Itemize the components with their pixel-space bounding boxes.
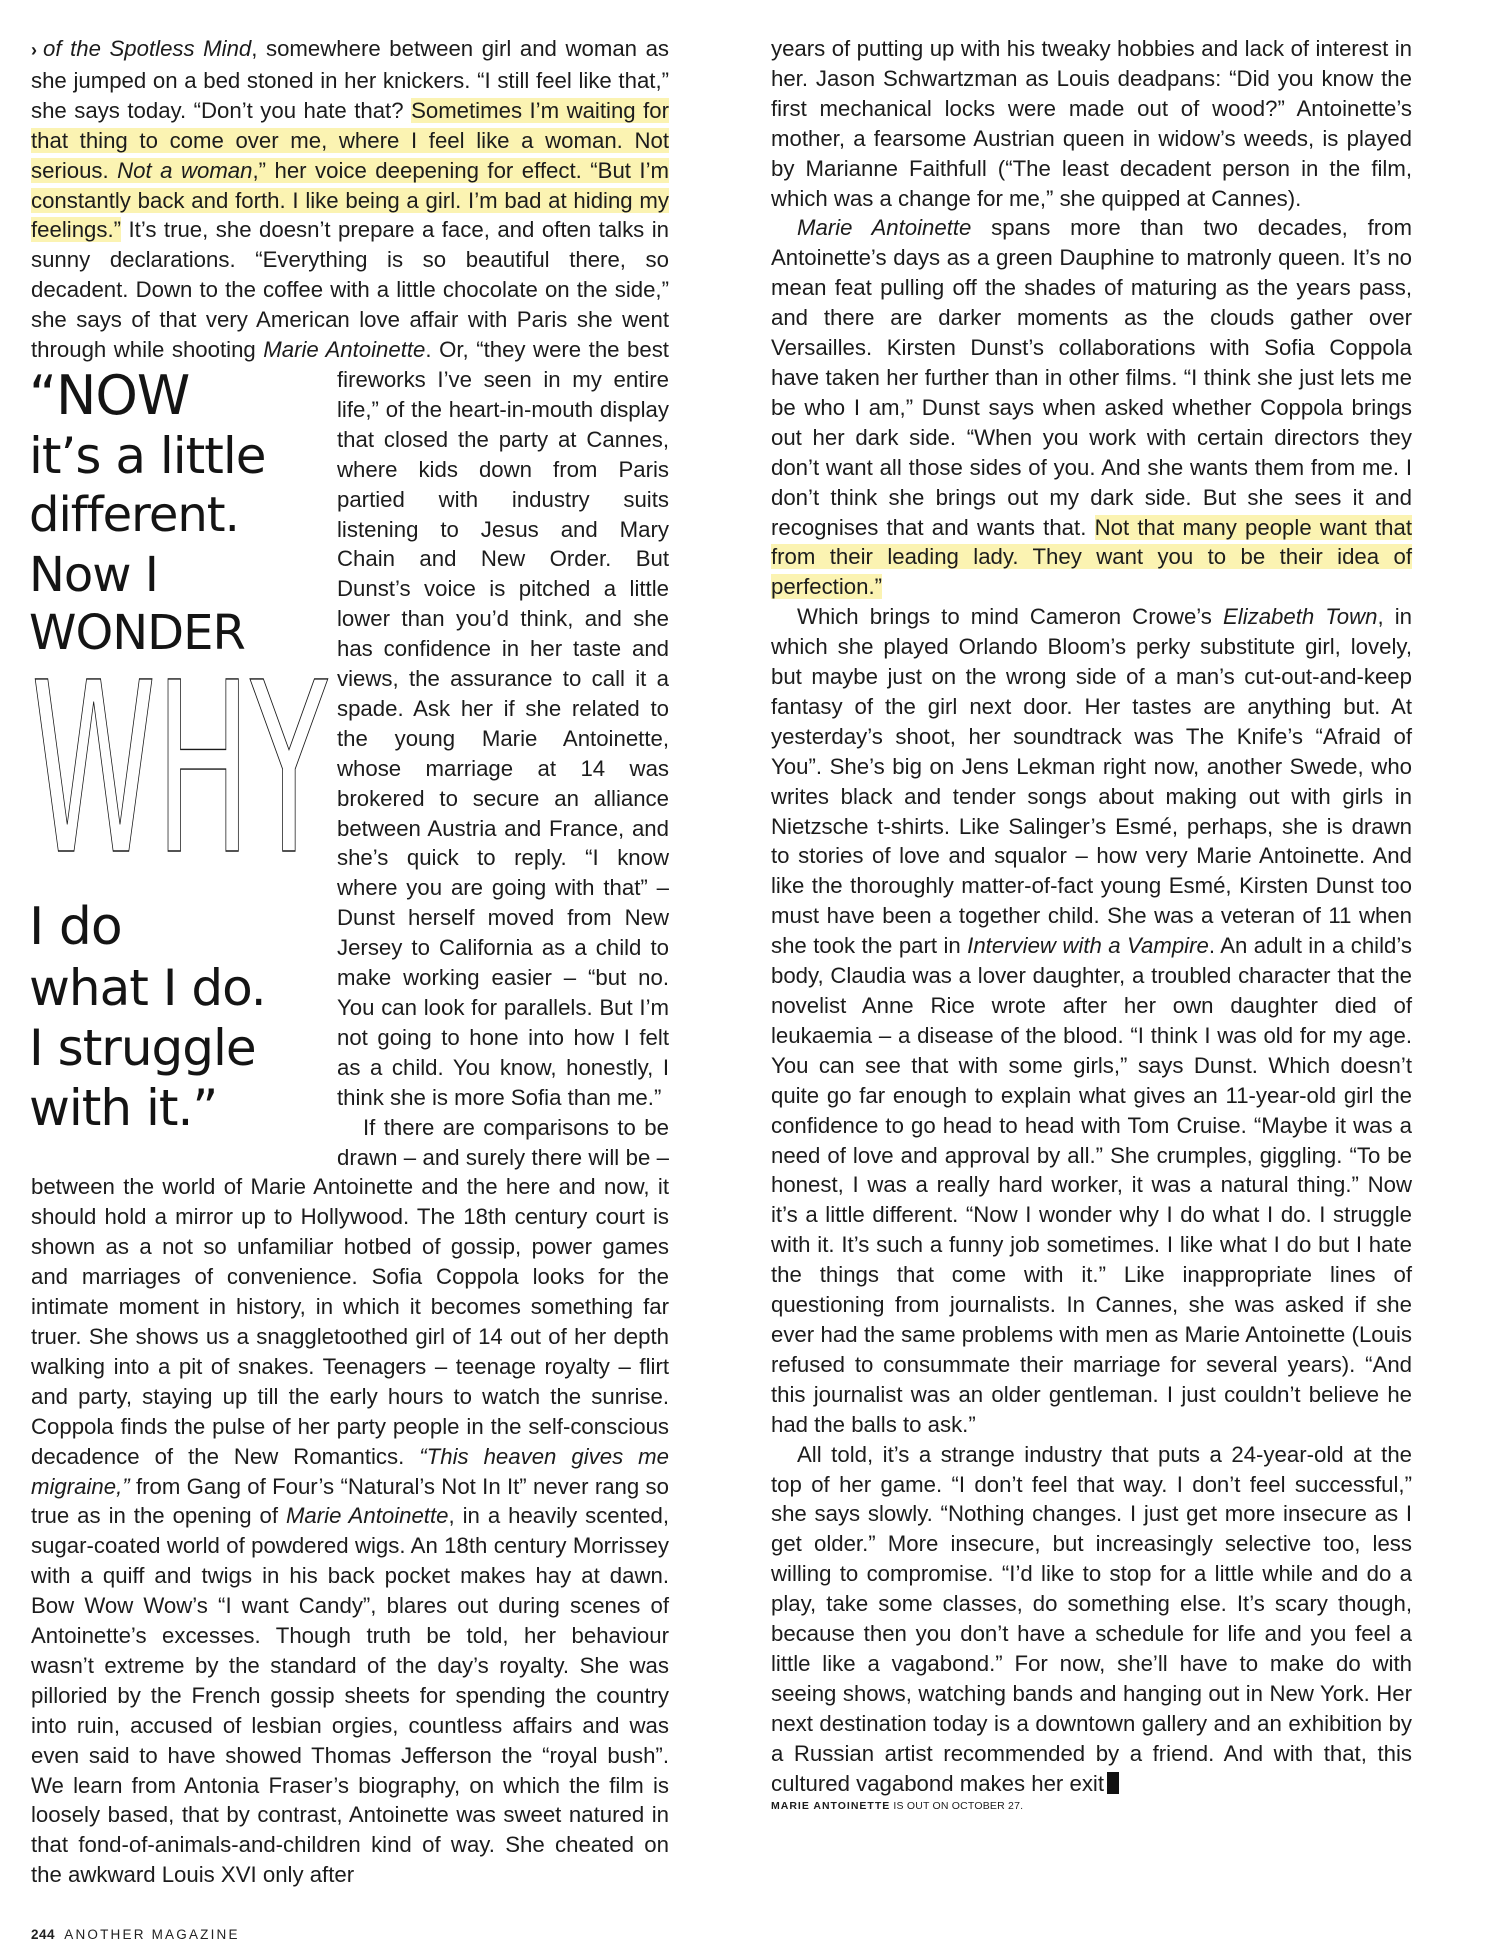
pull-quote-line: with it.”	[29, 1078, 218, 1137]
page-number: 244	[31, 1927, 56, 1942]
text-run: All told, it’s a strange industry that puts a 24-year-old at the top of her game. “I don’t feel that way. I don’t feel successful,” she says slowly. “Nothing changes. I just get more insecure as I get older.” More insecure, but increasingly selective too, less willing to compromise. “I’d like to stop for a little while and do a play, take some classes, do something else. It’s scary though, because then you don’t have a schedule for life and you feel a little like a vagabond.” For now, she’ll have to make do with seeing shows, watching bands and hanging out in New York. Her next destination today is a downtown gallery and an exhibition by a Russian artist recommended by a friend. And with that, this cultured vagabond makes her exit	[771, 1441, 1412, 1796]
pull-quote-line: what I do.	[29, 958, 266, 1017]
paragraph	[31, 1113, 669, 1891]
pull-quote-line: different.	[29, 486, 239, 543]
why-lettering	[29, 675, 329, 885]
highlighted-quote: Sometimes I’m waiting for that thing to come over me, where I feel like a woman. Not serious.	[31, 97, 670, 183]
pull-quote	[29, 365, 327, 1143]
highlighted-quote: Not that many people want that from their leading lady. They want you to be their idea of perfection.”	[771, 514, 1412, 600]
paragraph	[771, 213, 1412, 602]
text-run: . An adult in a child’s body, Claudia was a lover daughter, a troubled character that the novelist Anne Rice wrote after her own daughter died of leukaemia – a disease of the blood. “I think I was old for my age. You can see that with some girls,” says Dunst. Which doesn’t quite go far enough to explain what gives an 11-year-old girl the confidence to go head to head with Tom Cruise. “Maybe it was a need of love and approval by all.” She crumples, giggling. “To be honest, I was a really hard worker, it was a natural thing.” Now it’s a little different. “Now I wonder why I do what I do. I struggle with it. It’s such a funny job sometimes. I like what I do but I hate the things that come with it.” Like inappropriate lines of questioning from journalists. In Cannes, she was asked if she ever had the same problems with men as Marie Antoinette (Louis refused to consummate their marriage for several years). “And this journalist was an older gentleman. I just couldn’t believe he had the balls to ask.”	[771, 933, 1412, 1437]
release-credit	[771, 1798, 1412, 1814]
paragraph	[771, 602, 1412, 1439]
pull-quote-line: I do	[29, 896, 122, 957]
credit-title: MARIE ANTOINETTE	[771, 1800, 891, 1813]
film-title-italic: Marie Antoinette	[285, 1503, 449, 1529]
song-quote-italic: “This heaven gives me migraine,”	[31, 1443, 669, 1499]
left-column	[31, 34, 669, 1890]
text-run: , in a heavily scented, sugar-coated world of powdered wigs. An 18th century Morrissey with a quiff and twigs in his back pocket makes hay at dawn. Bow Wow Wow’s “I want Candy”, blares out during scenes of Antoinette’s excesses. Though truth be told, her behaviour wasn’t extreme by the standard of the day’s royalty. She was pilloried by the French gossip sheets for spending the country into ruin, accused of lesbian orgies, countless affairs and was even said to have showed Thomas Jefferson the “royal bush”. We learn from Antonia Fraser’s biography, on which the film is loosely based, that by contrast, Antoinette was sweet natured in that fond-of-animals-and-children kind of way. She cheated on the awkward Louis XVI only after	[31, 1503, 669, 1888]
text-run: , in which she played Orlando Bloom’s perky substitute girl, lovely, but maybe just on the wrong side of a man’s cut-out-and-keep fantasy of the girl next door. Her tastes are anything but. At yesterday’s shoot, her soundtrack was The Knife’s “Afraid of You”. She’s big on Jens Lekman right now, another Swede, who writes black and tender songs about making out with girls in Nietzsche t-shirts. Like Salinger’s Esmé, perhaps, she is drawn to stories of love and squalor – how very Marie Antoinette. And like the thoroughly matter-of-fact young Esmé, Kirsten Dunst too must have been a together child. She was a veteran of 11 when she took the part in	[771, 604, 1412, 959]
paragraph	[29, 34, 670, 1137]
paragraph	[771, 1440, 1412, 1799]
highlighted-quote: ,” her voice deepening for effect. “But I’m constantly back and forth. I like being a girl. I’m bad at hiding my feelings.”	[31, 157, 669, 243]
text-run: spans more than two decades, from Antoinette’s days as a green Dauphine to matronly queen. It’s no mean feat pulling off the shades of maturing as the years pass, and there are darker moments as the clouds gather over Versailles. Kirsten Dunst’s collaborations with Sofia Coppola have taken her further than in other films. “I think she just lets me be who I am,” Dunst says when asked whether Coppola brings out her dark side. “When you work with certain directors they don’t want all those sides of you. And she wants them from me. I don’t think she brings out my dark side. But she sees it and recognises that and wants that.	[771, 215, 1412, 540]
publication-name: ANOTHER MAGAZINE	[64, 1927, 240, 1942]
text-run: , somewhere between girl and woman as she jumped on a bed stoned in her knickers. “I still feel like that,” she says today. “Don’t you hate that?	[31, 36, 669, 123]
film-title-italic: of the Spotless Mind	[43, 36, 252, 61]
pull-quote-why	[29, 667, 327, 897]
text-run: from Gang of Four’s “Natural’s Not In It” never rang so true as in the opening of	[31, 1473, 669, 1529]
right-column	[771, 34, 1412, 1814]
end-mark-icon	[1107, 1772, 1119, 1794]
text-run: It’s true, she doesn’t prepare a face, and often talks in sunny declarations. “Everything is so beautiful there, so decadent. Down to the coffee with a little chocolate on the side,” she says of that very American love affair with Paris she went through while shooting	[31, 217, 669, 363]
pull-quote-line: I struggle	[29, 1018, 256, 1077]
film-title-italic: Elizabeth Town	[1222, 604, 1378, 630]
text-run: . Or, “they were the best fireworks I’ve seen in my entire life,” of the heart-in-mouth display that closed the party at Cannes, where kids down from Paris partied with industry suits listening to Jesus and Mary Chain and New Order. But Dunst’s voice is pitched a little lower than you’d think, and she has confidence in her taste and views, the assurance to call it a spade. Ask her if she related to the young Marie Antoinette, whose marriage at 14 was brokered to secure an alliance between Austria and France, and she’s quick to reply. “I know where you are going with that” – Dunst herself moved from New Jersey to California as a child to make working easier – “but no. You can look for parallels. But I’m not going to hone into how I felt as a child. You know, honestly, I think she is more Sofia than me.”	[337, 337, 669, 1110]
film-title-italic: Marie Antoinette	[797, 215, 972, 241]
continuation-arrow-icon: ›	[31, 40, 37, 60]
film-title-italic: Interview with a Vampire	[967, 933, 1209, 959]
text-run: If there are comparisons to be drawn – and surely there will be – between the world of Marie Antoinette and the here and now, it should hold a mirror up to Hollywood. The 18th century court is shown as a not so unfamiliar hotbed of gossip, power games and marriages of convenience. Sofia Coppola looks for the intimate moment in history, in which it becomes something far truer. She shows us a snaggletoothed girl of 14 out of her depth walking into a pit of snakes. Teenagers – teenage royalty – flirt and party, staying up till the early hours to watch the sunrise. Coppola finds the pulse of her party people in the self-conscious decadence of the New Romantics.	[31, 1114, 669, 1469]
pull-quote-line: it’s a little	[29, 426, 266, 485]
film-title-italic: Marie Antoinette	[263, 337, 426, 363]
pull-quote-line: “NOW	[29, 363, 190, 427]
pull-quote-line: WONDER	[29, 604, 245, 661]
text-run: Which brings to mind Cameron Crowe’s	[797, 604, 1223, 630]
pull-quote-line: Now I	[29, 546, 158, 603]
paragraph: years of putting up with his tweaky hobbies and lack of interest in her. Jason Schwartzman as Louis deadpans: “Did you know the first mechanical locks were made out of wood?” Antoinette’s mother, a fearsome Austrian queen in widow’s weeds, is played by Marianne Faithfull (“The least decadent person in the film, which was a change for me,” she quipped at Cannes).	[771, 36, 1412, 211]
why-text: WHY	[31, 674, 328, 885]
highlighted-quote-italic: Not a woman	[117, 157, 253, 183]
credit-text: IS OUT ON OCTOBER 27.	[890, 1800, 1024, 1813]
page-footer	[31, 1927, 240, 1942]
